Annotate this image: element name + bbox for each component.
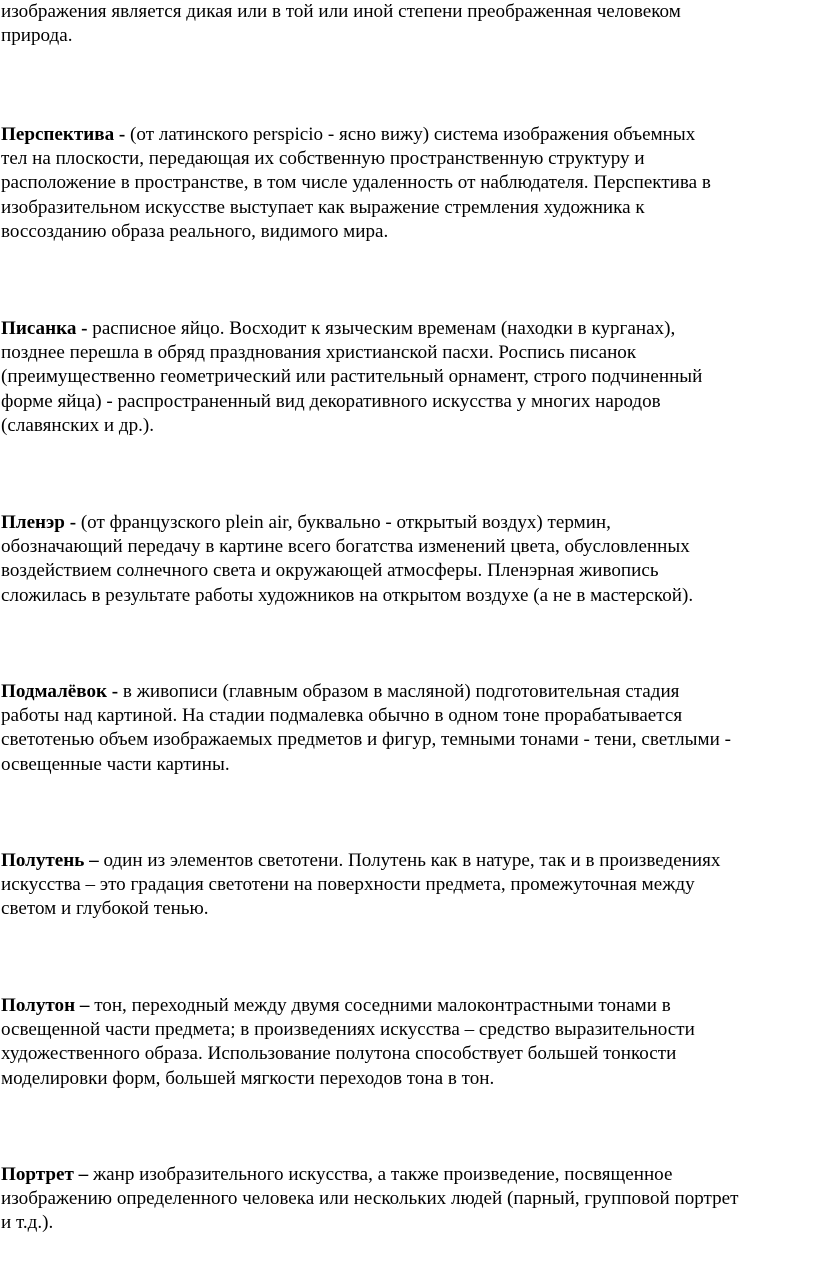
text-line: тел на плоскости, передающая их собственную пространственную структуру и <box>1 148 645 170</box>
text-line: сложилась в результате работы художников на открытом воздухе (а не в мастерской). <box>1 584 694 606</box>
definition-text: жанр изобразительного искусства, а также произведение, посвященное <box>92 1164 673 1185</box>
text-line: позднее перешла в обряд празднования христианской пасхи. Роспись писанок <box>1 342 637 364</box>
definition-first-line <box>1 849 813 873</box>
term-heading: Писанка <box>1 318 77 339</box>
text-line: моделировки форм, большей мягкости переходов тона в тон. <box>1 1067 495 1089</box>
definition-first-line <box>1 1163 813 1187</box>
text-line: (преимущественно геометрический или растительный орнамент, строго подчиненный <box>1 366 703 388</box>
definition-pysanka <box>1 317 813 438</box>
definition-first-line <box>1 994 813 1018</box>
text-line: изображению определенного человека или нескольких людей (парный, групповой портрет <box>1 1188 739 1210</box>
text-line: природа. <box>1 25 73 47</box>
text-line: освещенной части предмета; в произведениях искусства – средство выразительности <box>1 1019 695 1041</box>
term-heading: Портрет <box>1 1164 74 1185</box>
term-heading: Полутень <box>1 850 85 871</box>
definition-text: (от французского plein air, буквально - открытый воздух) термин, <box>80 512 611 533</box>
text-line: форме яйца) - распространенный вид декоративного искусства у многих народов <box>1 390 661 412</box>
term-heading: Подмалёвок <box>1 681 108 702</box>
definition-underpainting <box>1 680 813 777</box>
definition-plein-air <box>1 511 813 608</box>
term-separator: - <box>76 318 93 339</box>
term-separator: - <box>114 124 131 145</box>
term-separator: – <box>75 995 95 1016</box>
definition-first-line <box>1 511 813 535</box>
text-line: изображения является дикая или в той или иной степени преображенная человеком <box>1 1 681 22</box>
term-separator: – <box>73 1164 93 1185</box>
term-separator: - <box>107 681 123 702</box>
paragraph-intro-continuation <box>1 0 813 48</box>
text-line: работы над картиной. На стадии подмалевка обычно в одном тоне прорабатывается <box>1 705 683 727</box>
term-separator: - <box>64 512 81 533</box>
term-heading: Полутон <box>1 995 76 1016</box>
definition-portrait <box>1 1163 813 1236</box>
definition-first-line <box>1 317 813 341</box>
text-line: светом и глубокой тенью. <box>1 898 209 920</box>
definition-first-line <box>1 123 813 147</box>
definition-penumbra <box>1 849 813 922</box>
text-line: расположение в пространстве, в том числе удаленность от наблюдателя. Перспектива в <box>1 172 711 194</box>
text-line: и т.д.). <box>1 1212 54 1234</box>
text-line: воздействием солнечного света и окружающей атмосферы. Пленэрная живопись <box>1 560 659 582</box>
text-line: изобразительном искусстве выступает как выражение стремления художника к <box>1 196 645 218</box>
text-line: обозначающий передачу в картине всего богатства изменений цвета, обусловленных <box>1 536 690 558</box>
definition-text: расписное яйцо. Восходит к языческим временам (находки в курганах), <box>92 318 676 339</box>
term-heading: Пленэр <box>1 512 65 533</box>
definition-perspective <box>1 123 813 244</box>
definition-text: один из элементов светотени. Полутень как в натуре, так и в произведениях <box>103 850 721 871</box>
text-line: светотенью объем изображаемых предметов и фигур, темными тонами - тени, светлыми - <box>1 729 731 751</box>
definition-text: (от латинского perspicio - ясно вижу) система изображения объемных <box>130 124 696 145</box>
definition-first-line <box>1 680 813 704</box>
text-line: искусства – это градация светотени на поверхности предмета, промежуточная между <box>1 874 695 896</box>
text-line: воссозданию образа реального, видимого мира. <box>1 220 389 242</box>
term-heading: Перспектива <box>1 124 115 145</box>
definition-halftone <box>1 994 813 1091</box>
definition-text: тон, переходный между двумя соседними малоконтрастными тонами в <box>94 995 671 1016</box>
definition-text: в живописи (главным образом в масляной) подготовительная стадия <box>122 681 680 702</box>
text-line: освещенные части картины. <box>1 753 230 775</box>
term-separator: – <box>84 850 104 871</box>
text-line: художественного образа. Использование полутона способствует большей тонкости <box>1 1043 677 1065</box>
text-line: (славянских и др.). <box>1 414 155 436</box>
